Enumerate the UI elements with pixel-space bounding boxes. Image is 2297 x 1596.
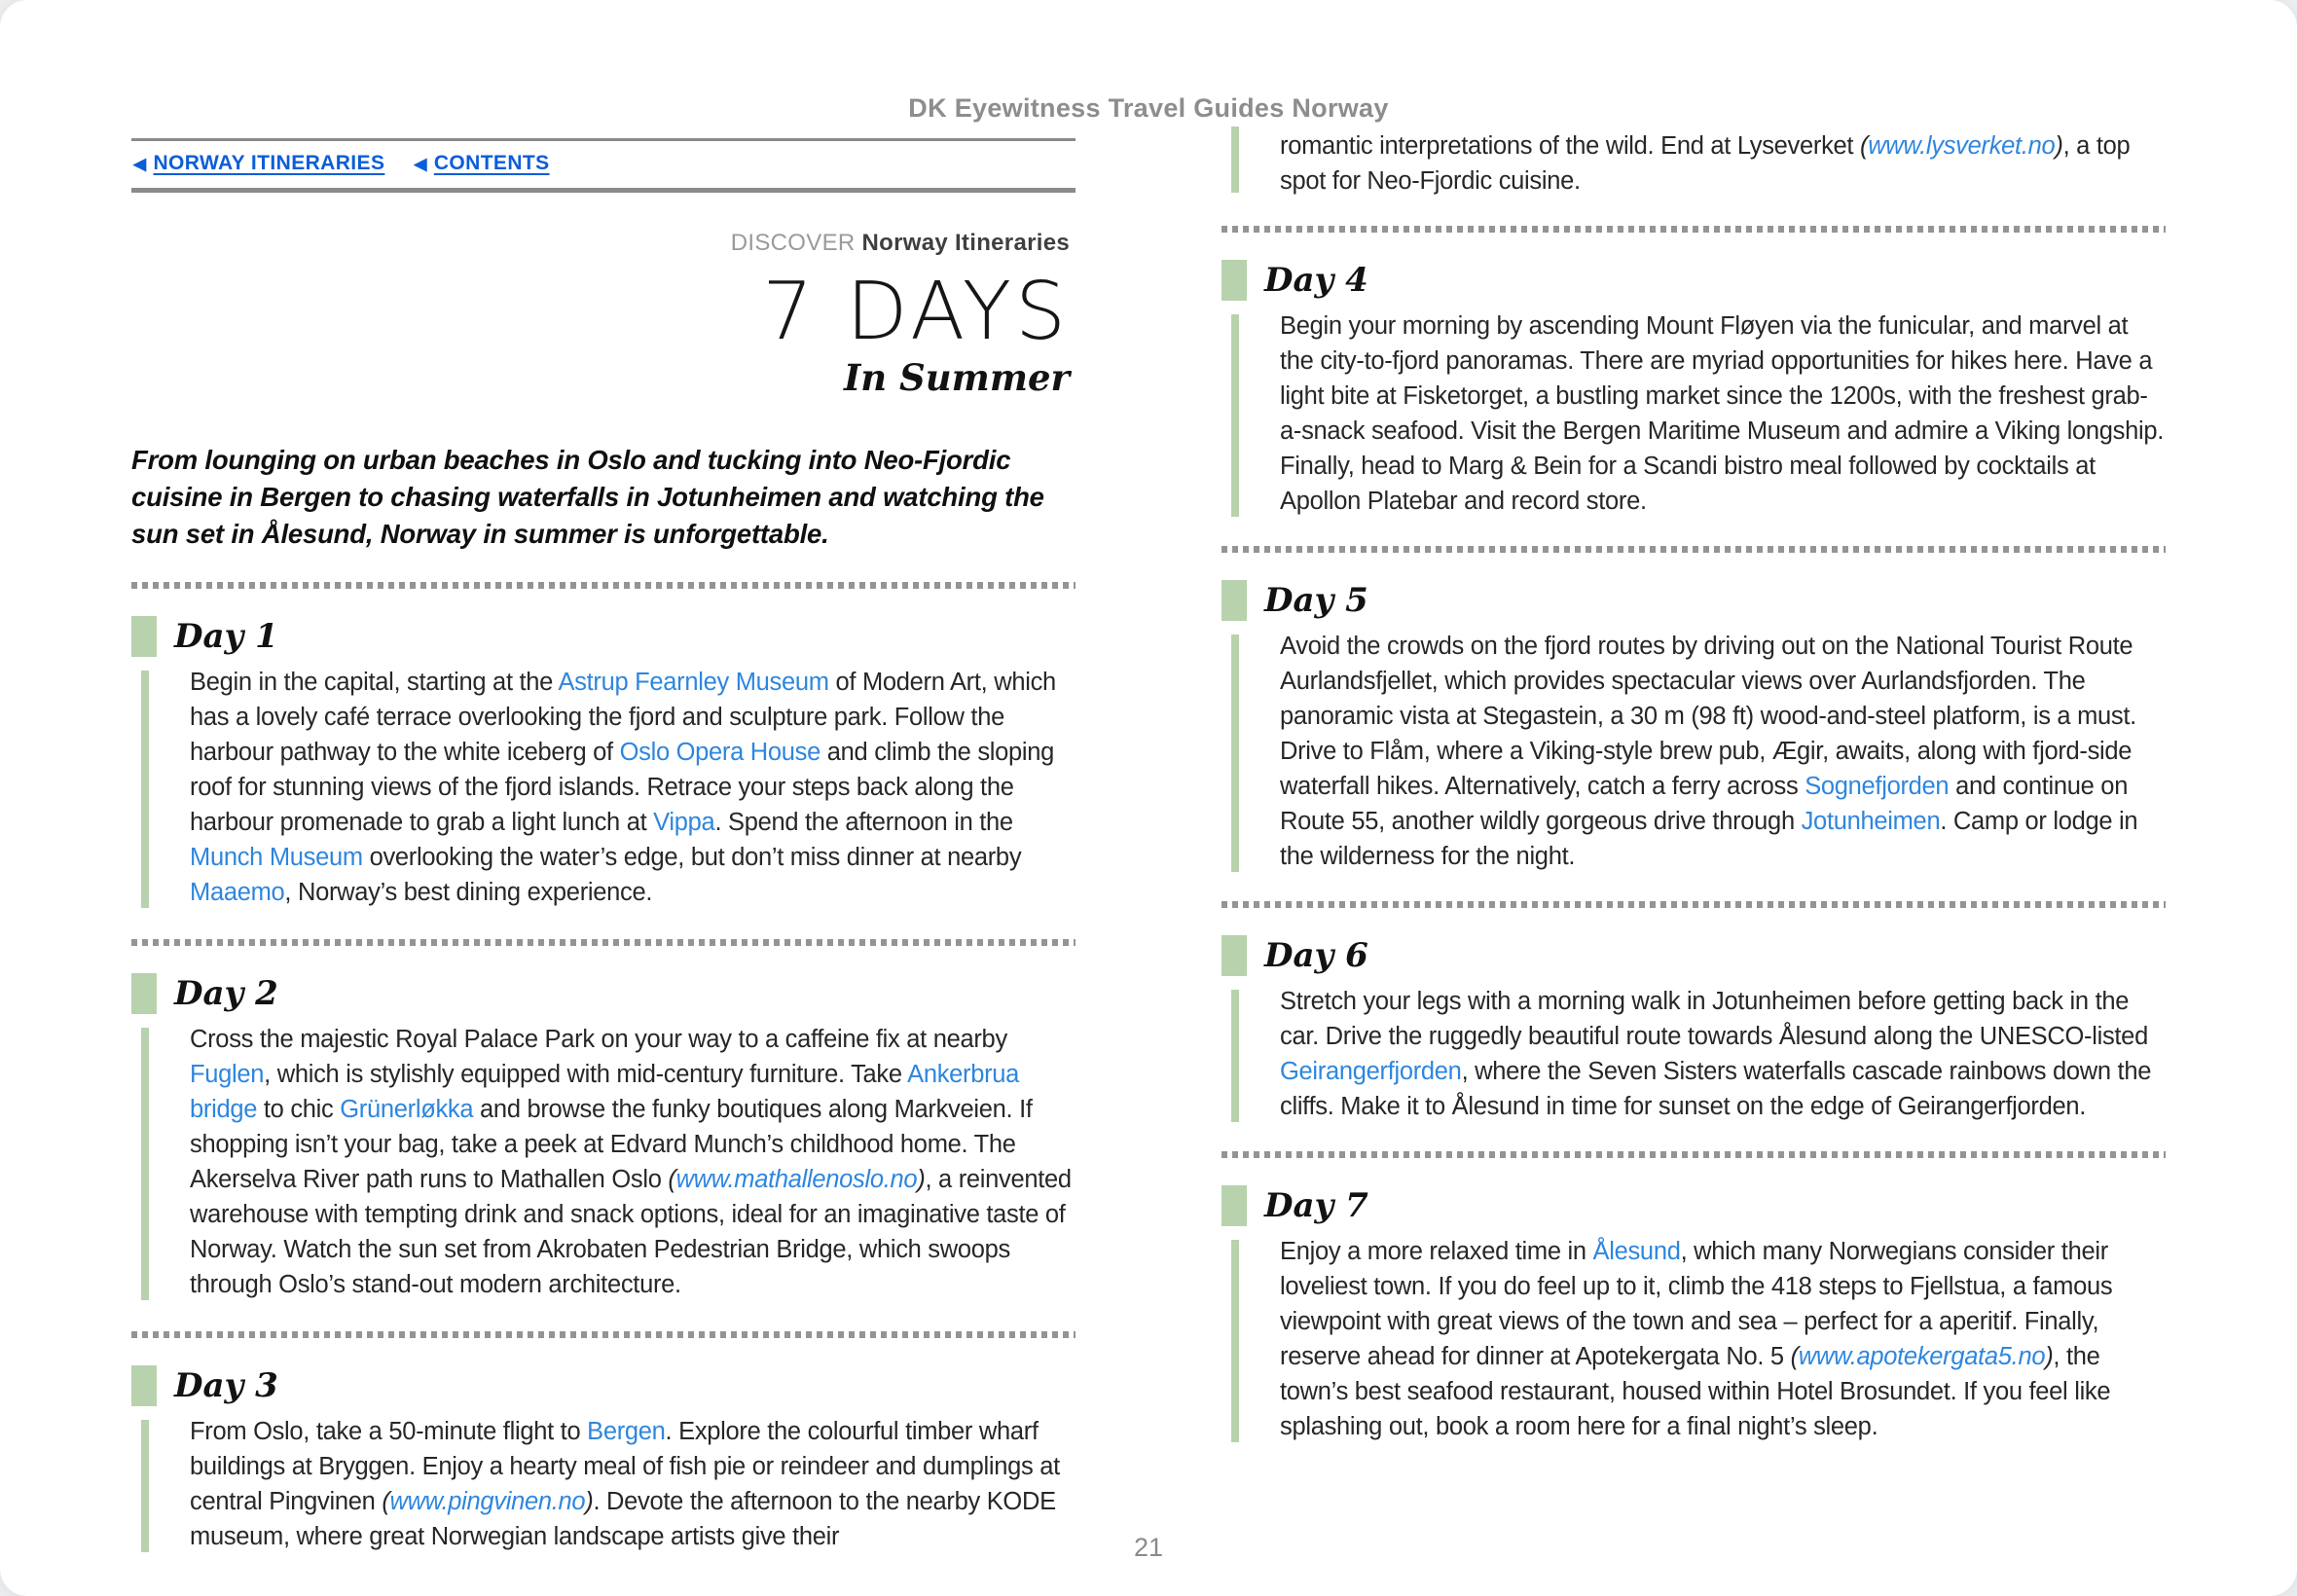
text-segment: ( [1790,1343,1799,1370]
text-segment: , Norway’s best dining experience. [284,878,653,906]
text-segment: , which many Norwegians consider their loveliest town. If you do feel up to it, climb the 418 steps to Fjellstua, a famous viewpoint with great views of the town and sea – perfect for a aperitif. Finally, reserve ahead for dinner at Apotekergata No. 5 [1280,1238,2113,1370]
dotted-divider [1221,226,2166,233]
day-paragraph [190,665,1076,910]
day-accent-block [1221,1185,1247,1226]
page-title: 7 DAYS [762,266,1070,358]
day-accent-line [141,671,149,908]
dotted-divider [1221,1151,2166,1158]
day-heading [131,973,1076,1014]
inline-link[interactable]: www.lysverket.no [1868,132,2056,160]
text-segment: Stretch your legs with a morning walk in Jotunheimen before getting back in the car. Drive the ruggedly beautiful route towards Ålesund along the UNESCO-listed [1280,988,2148,1050]
text-segment: , where the Seven Sisters waterfalls cascade rainbows down the cliffs. Make it to Ålesund in time for sunset on the edge of Geirangerfjorden. [1280,1058,2152,1120]
inline-link[interactable]: Ankerbrua bridge [190,1060,1020,1123]
text-segment: ) [917,1165,926,1193]
text-segment: From Oslo, take a 50-minute flight to [190,1417,588,1445]
text-segment: and continue on Route 55, another wildly gorgeous drive through [1280,773,2129,835]
inline-link[interactable]: Ålesund [1592,1238,1681,1265]
day-paragraph [1280,308,2166,519]
day-heading-label: Day 4 [1264,261,1368,300]
inline-link[interactable]: Vippa [653,808,715,836]
day-paragraph [1280,1234,2166,1444]
dotted-divider [131,939,1076,946]
nav-bar [131,138,1076,193]
text-segment: of Modern Art, which has a lovely café terrace overlooking the fjord and sculpture park. Follow the harbour pathway to the white iceberg of [190,668,1056,766]
text-segment: romantic interpretations of the wild. End at Lyseverket [1280,132,1860,160]
back-arrow-icon: ◀ [414,154,427,173]
inline-link[interactable]: www.pingvinen.no [389,1487,586,1515]
day-accent-line [1231,635,1239,872]
nav-link-label: CONTENTS [433,152,550,174]
day-accent-line [1231,1240,1239,1442]
day-paragraph [1280,984,2166,1124]
page-number: 21 [1133,1533,1164,1562]
day-accent-block [131,973,157,1014]
dotted-divider [1221,901,2166,908]
text-segment: . Explore the colourful timber wharf buildings at Bryggen. Enjoy a hearty meal of fish pie or reindeer and dumplings at central Pingvinen [190,1417,1060,1515]
day-section-6 [1221,935,2166,1124]
section-eyebrow [131,230,1070,257]
inline-link[interactable]: Fuglen [190,1060,265,1088]
text-segment: to chic [257,1095,341,1123]
day-accent-line [1231,127,1239,193]
day-accent-block [131,1365,157,1406]
text-segment: ( [382,1487,390,1515]
text-segment: , a top spot for Neo-Fjordic cuisine. [1280,132,2131,195]
inline-link[interactable]: Geirangerfjorden [1280,1058,1462,1085]
day-accent-block [131,616,157,657]
day-3-continuation [1221,128,2166,199]
text-segment: ) [585,1487,594,1515]
running-header: DK Eyewitness Travel Guides Norway [908,93,1389,123]
inline-link[interactable]: Bergen [587,1417,666,1445]
inline-link[interactable]: Maaemo [190,878,285,906]
day-accent-block [1221,580,1247,621]
text-segment: ( [1859,132,1869,160]
inline-link[interactable]: Oslo Opera House [619,738,820,766]
day-paragraph [1280,629,2166,874]
day-heading [1221,935,2166,976]
text-segment: and climb the sloping roof for stunning views of the fjord islands. Retrace your steps back along the harbour promenade to grab a light lunch at [190,738,1055,836]
intro-paragraph: From lounging on urban beaches in Oslo and tucking into Neo-Fjordic cuisine in Bergen to chasing waterfalls in Jotunheimen and watching the sun set in Ålesund, Norway in summer is unforgettable. [131,445,1044,549]
continuation-paragraph [1280,128,2166,199]
text-segment: . Camp or lodge in the wilderness for the night. [1280,808,2138,870]
text-segment: . Spend the afternoon in the [714,808,1013,836]
day-heading-label: Day 6 [1264,936,1368,975]
eyebrow-section: Norway Itineraries [861,230,1070,256]
text-segment: Enjoy a more relaxed time in [1280,1238,1593,1265]
text-segment: Begin your morning by ascending Mount Fløyen via the funicular, and marvel at the city-to-fjord panoramas. There are myriad opportunities for hikes here. Have a light bite at Fisketorget, a bustling market since the 1200s, with the freshest grab-a-snack seafood. Visit the Bergen Maritime Museum and admire a Viking longship. Finally, head to Marg & Bein for a Scandi bistro meal followed by cocktails at Apollon Platebar and record store. [1280,312,2165,515]
text-segment: , which is stylishly equipped with mid-century furniture. Take [264,1060,908,1088]
inline-link[interactable]: Munch Museum [190,843,363,871]
inline-link[interactable]: www.mathallenoslo.no [675,1165,918,1193]
back-arrow-icon: ◀ [133,154,147,173]
day-section-7 [1221,1185,2166,1444]
inline-link[interactable]: Jotunheimen [1801,808,1941,835]
day-accent-line [1231,990,1239,1122]
text-segment: Cross the majestic Royal Palace Park on your way to a caffeine fix at nearby [190,1025,1007,1053]
day-heading [131,616,1076,657]
day-heading-label: Day 2 [174,973,278,1013]
right-column [1221,82,2166,1554]
day-section-2 [131,973,1076,1302]
dotted-divider [1221,546,2166,553]
day-accent-block [1221,935,1247,976]
inline-link[interactable]: Astrup Fearnley Museum [558,668,829,696]
text-segment: . Devote the afternoon to the nearby KODE museum, where great Norwegian landscape artists give their [190,1487,1056,1550]
text-segment: , a reinvented warehouse with tempting drink and snack options, ideal for an imaginative taste of Norway. Watch the sun set from Akrobaten Pedestrian Bridge, which swoops through Oslo’s stand-out modern architecture. [190,1165,1072,1298]
day-heading [1221,580,2166,621]
day-section-5 [1221,580,2166,874]
text-segment: ( [668,1165,676,1193]
nav-link-label: NORWAY ITINERARIES [153,152,385,174]
left-column [131,82,1076,1554]
dotted-divider [131,582,1076,589]
eyebrow-discover: DISCOVER [730,230,856,256]
inline-link[interactable]: Sognefjorden [1805,773,1950,800]
masthead [131,230,1076,399]
day-heading [131,1365,1076,1406]
text-segment: , the town’s best seafood restaurant, housed within Hotel Brosundet. If you feel like splashing out, book a room here for a final night’s sleep. [1280,1343,2111,1440]
day-section-1 [131,616,1076,910]
day-heading-label: Day 7 [1264,1186,1368,1225]
text-segment: ) [2055,132,2063,160]
day-section-3 [131,1365,1076,1554]
day-heading [1221,260,2166,301]
page-subtitle: In Summer [843,356,1070,400]
text-segment: ) [2045,1343,2054,1370]
day-paragraph [190,1022,1076,1302]
day-heading-label: Day 1 [174,616,278,656]
text-segment: Begin in the capital, starting at the [190,668,559,696]
text-segment: Avoid the crowds on the fjord routes by driving out on the National Tourist Route Aurlandsfjellet, which provides spectacular views over Aurlandsfjorden. The panoramic vista at Stegastein, a 30 m (98 ft) wood-and-steel platform, is a must. Drive to Flåm, where a Viking-style brew pub, Ægir, awaits, along with fjord-side waterfall hikes. Alternatively, catch a ferry across [1280,633,2136,800]
day-heading-label: Day 3 [174,1365,278,1405]
text-segment: overlooking the water’s edge, but don’t miss dinner at nearby [362,843,1022,871]
inline-link[interactable]: www.apotekergata5.no [1798,1343,2046,1370]
inline-link[interactable]: Grünerløkka [340,1095,474,1123]
nav-link-contents[interactable] [414,152,549,175]
dotted-divider [131,1331,1076,1338]
nav-link-norway-itineraries[interactable] [133,152,384,175]
text-segment: and browse the funky boutiques along Markveien. If shopping isn’t your bag, take a peek at Edvard Munch’s childhood home. The Akerselva River path runs to Mathallen Oslo [190,1095,1033,1193]
day-accent-block [1221,260,1247,301]
day-section-4 [1221,260,2166,519]
day-heading [1221,1185,2166,1226]
day-accent-line [1231,314,1239,517]
day-accent-line [141,1028,149,1300]
day-heading-label: Day 5 [1264,581,1368,620]
